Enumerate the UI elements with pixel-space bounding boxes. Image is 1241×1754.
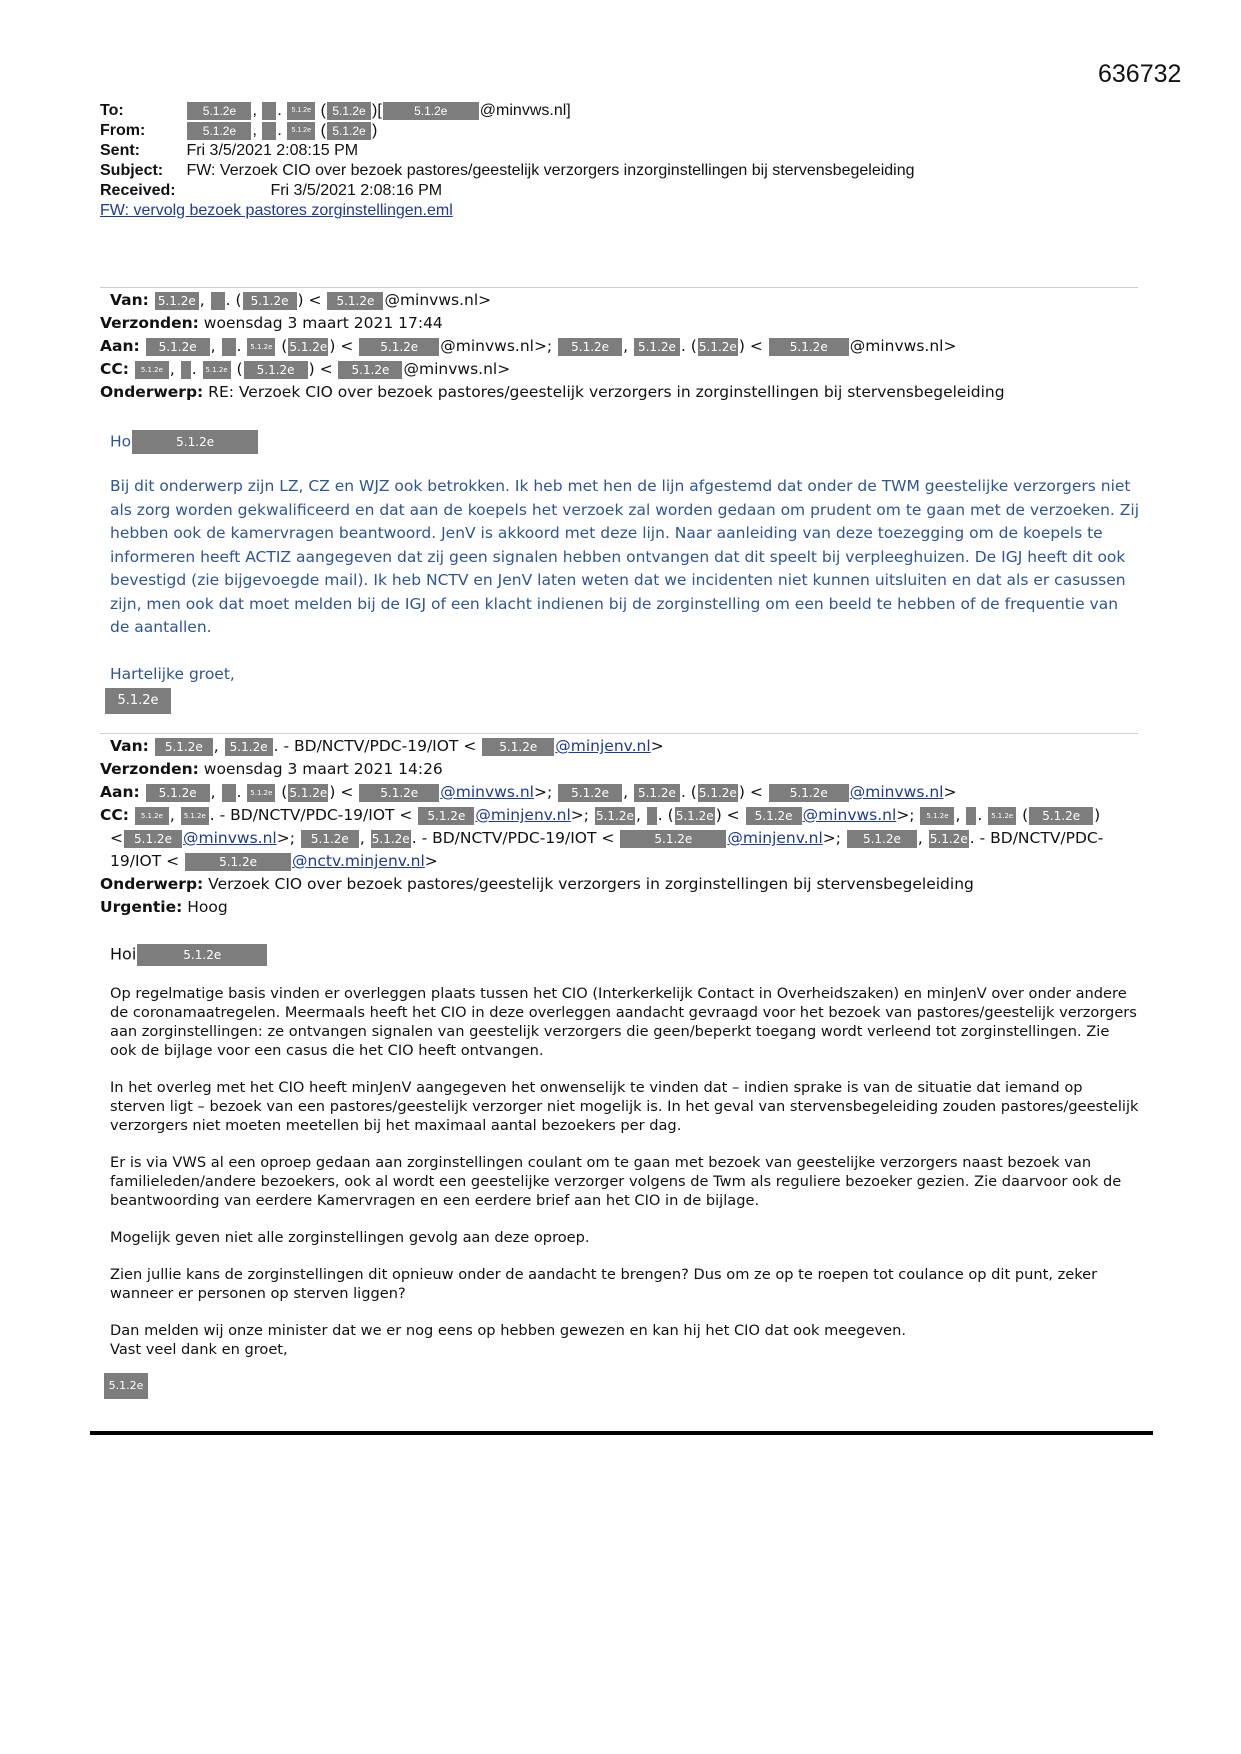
msg2-cc-row: CC: 5.1.2e , 5.1.2e . - BD/NCTV/PDC-19/IOT < 5.1.2e @minjenv.nl>; 5.1.2e , . ( 5.1.2e ) < 5.1.2e @minvws.nl>; 5.1.2e , . 5.1.2e ( 5.1.2e ) bbox=[100, 806, 1101, 824]
redaction: 5.1.2e bbox=[187, 122, 251, 140]
org-name: . - BD/NCTV/PDC-19/IOT < bbox=[411, 829, 615, 847]
redaction: 5.1.2e bbox=[287, 122, 315, 140]
redaction bbox=[262, 102, 276, 120]
redaction: 5.1.2e bbox=[558, 784, 622, 802]
subject-label: Subject: bbox=[100, 162, 164, 179]
redaction: 5.1.2e bbox=[289, 339, 328, 354]
email-domain: @minvws.nl>; bbox=[440, 337, 553, 355]
redaction bbox=[647, 807, 657, 825]
msg2-verzonden-row bbox=[100, 758, 1103, 781]
redaction: 5.1.2e bbox=[327, 292, 383, 310]
outer-header bbox=[100, 101, 915, 221]
redaction: 5.1.2e bbox=[920, 807, 954, 825]
msg1-header bbox=[100, 289, 1005, 404]
cc-label: CC: bbox=[100, 806, 129, 824]
redaction: 5.1.2e bbox=[675, 808, 714, 823]
redaction bbox=[222, 784, 236, 802]
verzonden-value: woensdag 3 maart 2021 17:44 bbox=[203, 314, 443, 332]
to-label: To: bbox=[100, 102, 124, 119]
divider bbox=[100, 287, 1138, 288]
redaction: 5.1.2e bbox=[244, 361, 308, 379]
org-name: . - BD/NCTV/PDC-19/IOT < bbox=[273, 737, 477, 755]
from-label: From: bbox=[100, 122, 146, 139]
urgentie-value: Hoog bbox=[187, 898, 228, 916]
email-link[interactable]: @minjenv.nl bbox=[555, 737, 651, 755]
redaction: 5.1.2e bbox=[289, 785, 328, 800]
redaction bbox=[262, 122, 276, 140]
sent-row bbox=[100, 141, 915, 161]
msg2-greeting bbox=[110, 944, 1140, 966]
msg1-cc-row: CC: 5.1.2e , . 5.1.2e ( 5.1.2e ) < 5.1.2e @minvws.nl> bbox=[100, 360, 511, 378]
bottom-rule bbox=[90, 1431, 1153, 1435]
org-name: . - BD/NCTV/PDC- bbox=[969, 829, 1104, 847]
received-value: Fri 3/5/2021 2:08:16 PM bbox=[270, 182, 443, 199]
redaction: 5.1.2e bbox=[243, 292, 297, 310]
cc-label: CC: bbox=[100, 360, 129, 378]
redaction: 5.1.2e bbox=[634, 338, 680, 356]
redaction: 5.1.2e bbox=[698, 339, 737, 354]
msg2-van-row: Van: 5.1.2e , 5.1.2e . - BD/NCTV/PDC-19/IOT < 5.1.2e @minjenv.nl> bbox=[110, 737, 664, 755]
redaction: 5.1.2e bbox=[595, 808, 634, 823]
verzonden-value: woensdag 3 maart 2021 14:26 bbox=[203, 760, 443, 778]
redaction: 5.1.2e bbox=[359, 784, 439, 802]
email-domain: @minvws.nl> bbox=[384, 291, 492, 309]
email-link[interactable]: @minvws.nl bbox=[849, 783, 944, 801]
from-row: From: 5.1.2e , . 5.1.2e ( 5.1.2e ) bbox=[100, 122, 378, 139]
received-label: Received: bbox=[100, 182, 176, 199]
redaction: 5.1.2e bbox=[558, 338, 622, 356]
email-link[interactable]: @minvws.nl bbox=[802, 806, 897, 824]
redaction: 5.1.2e bbox=[247, 784, 275, 802]
redaction: 5.1.2e bbox=[620, 830, 726, 848]
aan-label: Aan: bbox=[100, 783, 140, 801]
msg2-signature bbox=[110, 1373, 1140, 1399]
sent-value: Fri 3/5/2021 2:08:15 PM bbox=[186, 142, 359, 159]
msg1-aan-row: Aan: 5.1.2e , . 5.1.2e ( 5.1.2e ) < 5.1.2e @minvws.nl>; 5.1.2e , 5.1.2e . ( 5.1.2e ) < 5.1.2e @minvws.nl> bbox=[100, 337, 957, 355]
redaction: 5.1.2e bbox=[418, 807, 474, 825]
subject-value: FW: Verzoek CIO over bezoek pastores/geestelijk verzorgers inzorginstellingen bij stervensbegeleiding bbox=[186, 162, 915, 179]
to-row: To: 5.1.2e , . 5.1.2e ( 5.1.2e )[ 5.1.2e @minvws.nl] bbox=[100, 102, 571, 119]
redaction: 5.1.2e bbox=[187, 102, 251, 120]
to-domain: @minvws.nl] bbox=[479, 102, 571, 119]
sent-label: Sent: bbox=[100, 142, 140, 159]
redaction: 5.1.2e bbox=[155, 738, 213, 756]
redaction: 5.1.2e bbox=[359, 338, 439, 356]
onderwerp-value: RE: Verzoek CIO over bezoek pastores/geestelijk verzorgers in zorginstellingen bij stervensbegeleiding bbox=[208, 383, 1005, 401]
redaction: 5.1.2e bbox=[301, 830, 359, 848]
onderwerp-label: Onderwerp: bbox=[100, 383, 204, 401]
redaction: 5.1.2e bbox=[482, 738, 554, 756]
redaction: 5.1.2e bbox=[988, 807, 1016, 825]
redaction: 5.1.2e bbox=[135, 807, 169, 825]
redaction: 5.1.2e bbox=[225, 738, 273, 756]
redaction: 5.1.2e bbox=[327, 122, 371, 140]
redaction: 5.1.2e bbox=[287, 102, 315, 120]
document-number: 636732 bbox=[1098, 60, 1182, 88]
msg2-aan-row: Aan: 5.1.2e , . 5.1.2e ( 5.1.2e ) < 5.1.2e @minvws.nl>; 5.1.2e , 5.1.2e . ( 5.1.2e ) < 5.1.2e @minvws.nl> bbox=[100, 783, 957, 801]
divider bbox=[100, 733, 1138, 734]
verzonden-label: Verzonden: bbox=[100, 314, 199, 332]
msg1-body bbox=[110, 430, 1140, 714]
redaction bbox=[211, 292, 225, 310]
redaction: 5.1.2e bbox=[124, 830, 182, 848]
redaction: 5.1.2e bbox=[247, 338, 275, 356]
verzonden-label: Verzonden: bbox=[100, 760, 199, 778]
msg1-signature bbox=[110, 688, 1140, 714]
msg1-van-row: Van: 5.1.2e , . ( 5.1.2e ) < 5.1.2e @minvws.nl> bbox=[110, 291, 492, 309]
email-link[interactable]: @nctv.minjenv.nl bbox=[292, 852, 425, 870]
email-domain: @minvws.nl> bbox=[403, 360, 511, 378]
redaction bbox=[222, 338, 236, 356]
email-domain: @minvws.nl> bbox=[849, 337, 957, 355]
msg1-greeting bbox=[110, 430, 1140, 454]
msg2-paragraph: Op regelmatige basis vinden er overleggen plaats tussen het CIO (Interkerkelijk Contact in Overheidszaken) en minJenV over onder andere de coronamaatregelen. Meermaals heeft het CIO in deze overleggen aandacht gevraagd voor het bezoek van pastores/geestelijk verzorgers aan zorginstellingen: ze ontvangen signalen van geestelijk verzorgers die geen/beperkt toegang wordt verleend tot zorginstellingen. Zie ook de bijlage voor een casus die het CIO heeft ontvangen. bbox=[110, 985, 1137, 1059]
redaction: 5.1.2e bbox=[383, 102, 479, 120]
msg2-urgentie-row bbox=[100, 896, 1103, 919]
msg2-paragraph: Zien jullie kans de zorginstellingen dit opnieuw onder de aandacht te brengen? Dus om ze op te roepen tot coulance op dit punt, zeker wanneer er personen op sterven liggen? bbox=[110, 1266, 1098, 1302]
msg1-closing: Hartelijke groet, bbox=[110, 664, 235, 683]
msg2-paragraph: In het overleg met het CIO heeft minJenV aangegeven het onwenselijk te vinden dat – indien sprake is van de situatie dat iemand op sterven ligt – bezoek van een pastores/geestelijk verzorger niet mogelijk is. In het geval van stervensbegeleiding zouden pastores/geestelijk verzorgers niet moeten meetellen bij het maximaal aantal bezoekers per dag. bbox=[110, 1079, 1139, 1134]
redaction: 5.1.2e bbox=[769, 784, 849, 802]
email-link[interactable]: @minjenv.nl bbox=[727, 829, 823, 847]
redaction: 5.1.2e bbox=[338, 361, 402, 379]
redaction: 5.1.2e bbox=[135, 361, 169, 379]
onderwerp-value: Verzoek CIO over bezoek pastores/geestelijk verzorgers in zorginstellingen bij stervensbegeleiding bbox=[208, 875, 974, 893]
redaction: 5.1.2e bbox=[1029, 807, 1093, 825]
org-name: . - BD/NCTV/PDC-19/IOT < bbox=[209, 806, 413, 824]
van-label: Van: bbox=[110, 737, 149, 755]
greeting-text: Hoi bbox=[110, 944, 137, 964]
msg2-paragraph: Mogelijk geven niet alle zorginstellingen gevolg aan deze oproep. bbox=[110, 1229, 590, 1246]
van-label: Van: bbox=[110, 291, 149, 309]
redaction bbox=[966, 807, 976, 825]
redaction: 5.1.2e bbox=[847, 830, 917, 848]
redaction: 5.1.2e bbox=[105, 688, 171, 714]
email-link[interactable]: @minjenv.nl bbox=[475, 806, 571, 824]
email-link[interactable]: @minvws.nl bbox=[440, 783, 534, 801]
aan-label: Aan: bbox=[100, 337, 140, 355]
redaction: 5.1.2e bbox=[746, 807, 802, 825]
msg2-paragraph: Dan melden wij onze minister dat we er nog eens op hebben gewezen en kan hij het CIO dat ook meegeven. bbox=[110, 1322, 907, 1339]
redaction: 5.1.2e bbox=[769, 338, 849, 356]
redaction: 5.1.2e bbox=[181, 807, 209, 825]
urgentie-label: Urgentie: bbox=[100, 898, 183, 916]
msg2-closing: Vast veel dank en groet, bbox=[110, 1341, 288, 1358]
redaction: 5.1.2e bbox=[146, 338, 210, 356]
redaction: 5.1.2e bbox=[698, 785, 737, 800]
redaction bbox=[181, 361, 191, 379]
redaction: 5.1.2e bbox=[185, 853, 291, 871]
msg2-body bbox=[110, 944, 1140, 1399]
msg2-cc-row-2: < 5.1.2e @minvws.nl>; 5.1.2e , 5.1.2e . - BD/NCTV/PDC-19/IOT < 5.1.2e @minjenv.nl>; 5.1.2e , 5.1.2e . - BD/NCTV/PDC- bbox=[110, 829, 1104, 847]
email-link[interactable]: @minvws.nl bbox=[183, 829, 277, 847]
attachment-link[interactable]: FW: vervolg bezoek pastores zorginstellingen.eml bbox=[100, 202, 453, 219]
msg1-paragraph: Bij dit onderwerp zijn LZ, CZ en WJZ ook betrokken. Ik heb met hen de lijn afgestemd dat onder de TWM geestelijke verzorgers niet als zorg worden gekwalificeerd en dat aan de koepels het verzoek zal worden gedaan om prudent om te gaan met de verzoeken. Zij hebben ook de kamervragen beantwoord. JenV is akkoord met deze lijn. Naar aanleiding van deze toezegging om de koepels te informeren heeft ACTIZ aangegeven dat zij geen signalen hebben ontvangen dat dit speelt bij verpleeghuizen. De IGJ heeft dit ook bevestigd (zie bijgevoegde mail). Ik heb NCTV en JenV laten weten dat we incidenten niet kunnen uitsluiten en dat als er casussen zijn, men ook dat moet melden bij de IGJ of een klacht indienen bij de zorginstelling om een beeld te hebben of de frequentie van de aantallen. bbox=[110, 477, 1139, 636]
redaction: 5.1.2e bbox=[104, 1373, 148, 1399]
msg2-paragraph: Er is via VWS al een oproep gedaan aan zorginstellingen coulant om te gaan met bezoek van geestelijke verzorgers naast bezoek van familieleden/andere bezoekers, ook al wordt een geestelijke verzorger volgens de Twm als reguliere bezoeker gezien. Zie daarvoor ook de beantwoording van eerdere Kamervragen en een eerdere brief aan het CIO in de bijlage. bbox=[110, 1154, 1122, 1209]
subject-row bbox=[100, 161, 915, 181]
msg2-cc-row-3: 19/IOT < 5.1.2e @nctv.minjenv.nl> bbox=[110, 852, 438, 870]
redaction: 5.1.2e bbox=[155, 292, 199, 310]
redaction: 5.1.2e bbox=[132, 430, 258, 454]
redaction: 5.1.2e bbox=[371, 831, 410, 846]
greeting-text: Ho bbox=[110, 432, 132, 451]
redaction: 5.1.2e bbox=[327, 102, 371, 120]
received-row bbox=[100, 181, 915, 201]
redaction: 5.1.2e bbox=[203, 361, 231, 379]
msg2-header bbox=[100, 735, 1103, 919]
org-name: 19/IOT < bbox=[110, 852, 180, 870]
onderwerp-label: Onderwerp: bbox=[100, 875, 204, 893]
redaction: 5.1.2e bbox=[146, 784, 210, 802]
msg1-verzonden-row bbox=[100, 312, 1005, 335]
redaction: 5.1.2e bbox=[929, 831, 968, 846]
msg2-onderwerp-row bbox=[100, 873, 1103, 896]
attachment-row bbox=[100, 201, 915, 221]
redaction: 5.1.2e bbox=[137, 944, 267, 966]
redaction: 5.1.2e bbox=[634, 784, 680, 802]
msg1-onderwerp-row bbox=[100, 381, 1005, 404]
